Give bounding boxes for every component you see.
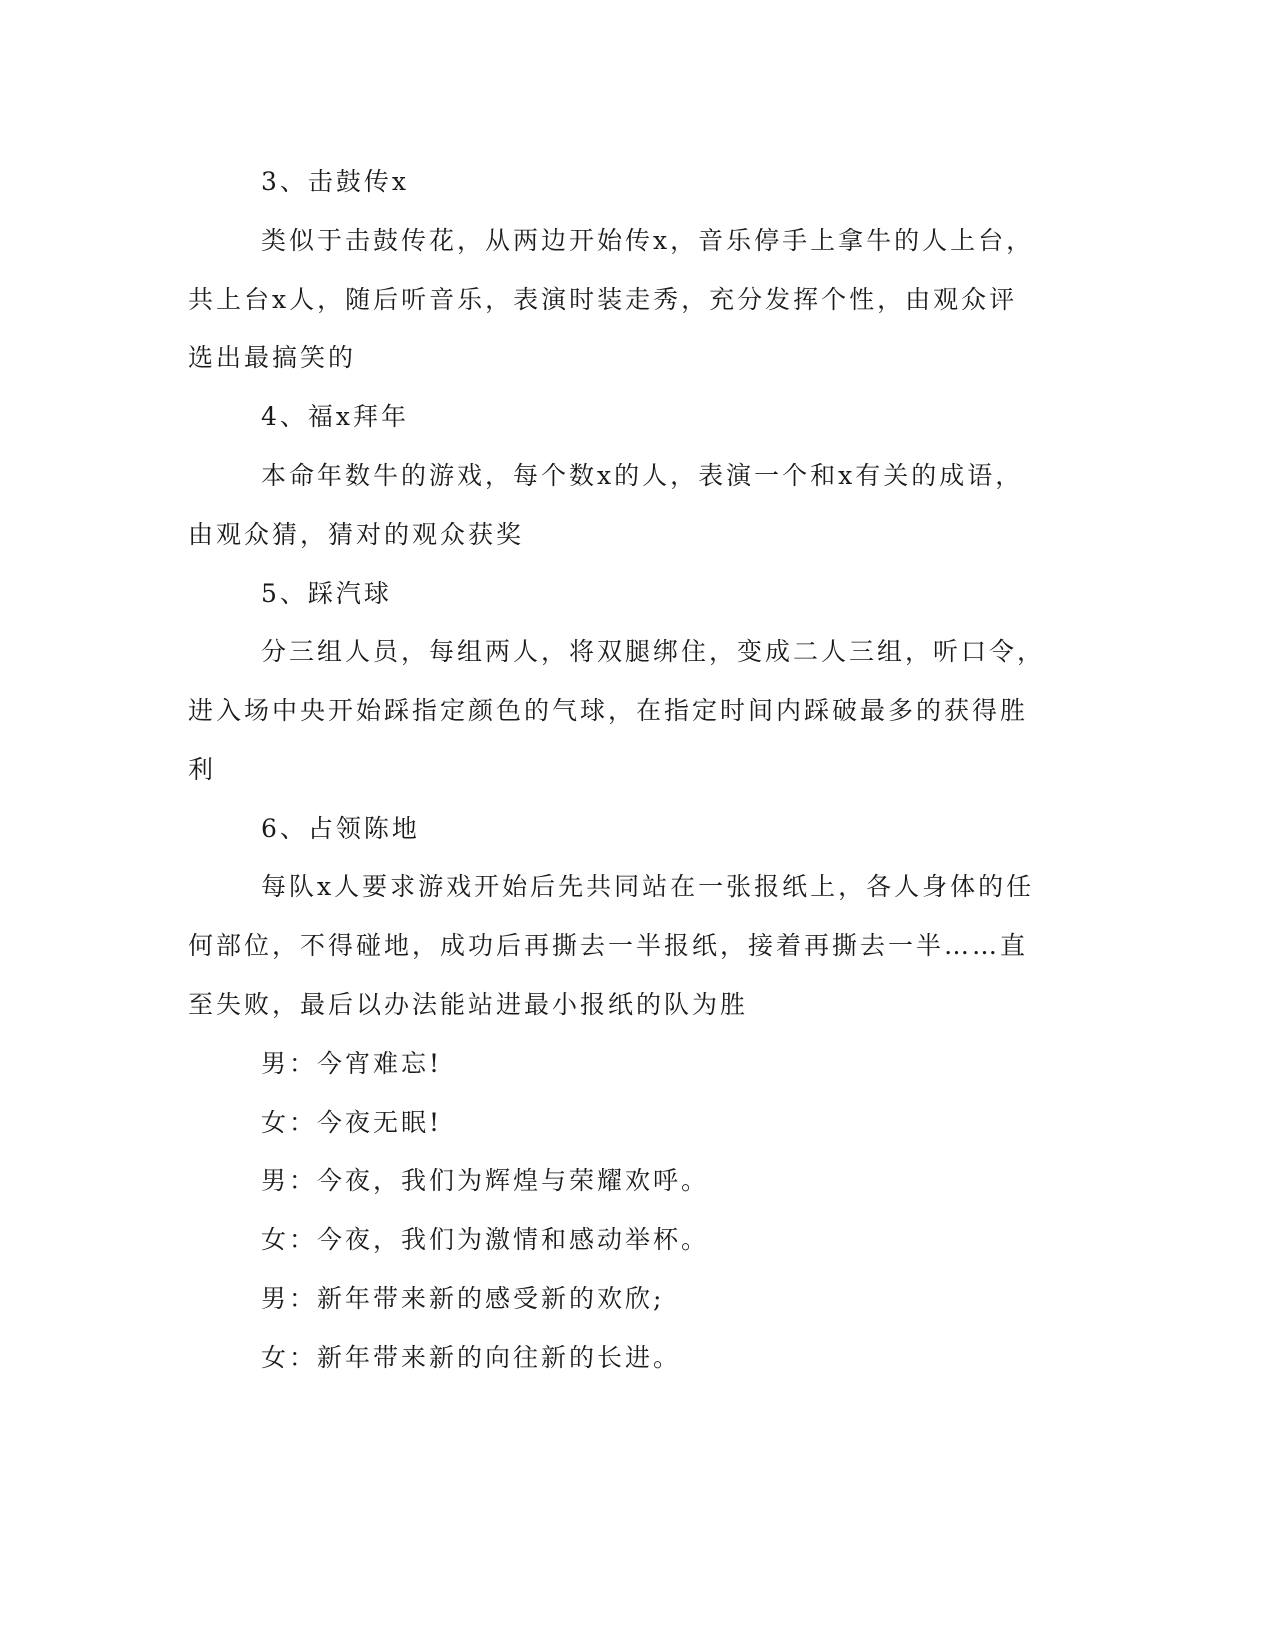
dialogue-line: 男：今夜，我们为辉煌与荣耀欢呼。 bbox=[261, 1166, 710, 1195]
dialogue-line: 男：新年带来新的感受新的欢欣; bbox=[261, 1284, 665, 1313]
paragraph-line: 选出最搞笑的 bbox=[188, 343, 357, 372]
paragraph-line: 至失败，最后以办法能站进最小报纸的队为胜 bbox=[188, 990, 749, 1019]
dialogue-line: 女：今夜，我们为激情和感动举杯。 bbox=[261, 1225, 710, 1254]
dialogue-line: 女：今夜无眠! bbox=[261, 1108, 443, 1137]
paragraph-line: 本命年数牛的游戏，每个数x的人，表演一个和x有关的成语， bbox=[261, 461, 1024, 490]
paragraph-line: 何部位，不得碰地，成功后再撕去一半报纸，接着再撕去一半……直 bbox=[188, 931, 1029, 960]
section-heading-3: 3、击鼓传x bbox=[261, 167, 410, 196]
paragraph-line: 类似于击鼓传花，从两边开始传x，音乐停手上拿牛的人上台， bbox=[261, 226, 1035, 255]
paragraph-line: 共上台x人，随后听音乐，表演时装走秀，充分发挥个性，由观众评 bbox=[188, 285, 1018, 314]
paragraph-line: 利 bbox=[188, 755, 217, 784]
section-heading-4: 4、福x拜年 bbox=[261, 402, 410, 431]
paragraph-line: 进入场中央开始踩指定颜色的气球，在指定时间内踩破最多的获得胜 bbox=[188, 696, 1029, 725]
section-heading-6: 6、占领陈地 bbox=[261, 814, 420, 843]
section-heading-5: 5、踩汽球 bbox=[261, 579, 392, 608]
dialogue-line: 男：今宵难忘! bbox=[261, 1049, 443, 1078]
paragraph-line: 由观众猜，猜对的观众获奖 bbox=[188, 520, 525, 549]
paragraph-line: 分三组人员，每组两人，将双腿绑住，变成二人三组，听口令， bbox=[261, 637, 1046, 666]
paragraph-line: 每队x人要求游戏开始后先共同站在一张报纸上，各人身体的任 bbox=[261, 872, 1035, 901]
dialogue-line: 女：新年带来新的向往新的长进。 bbox=[261, 1343, 682, 1372]
